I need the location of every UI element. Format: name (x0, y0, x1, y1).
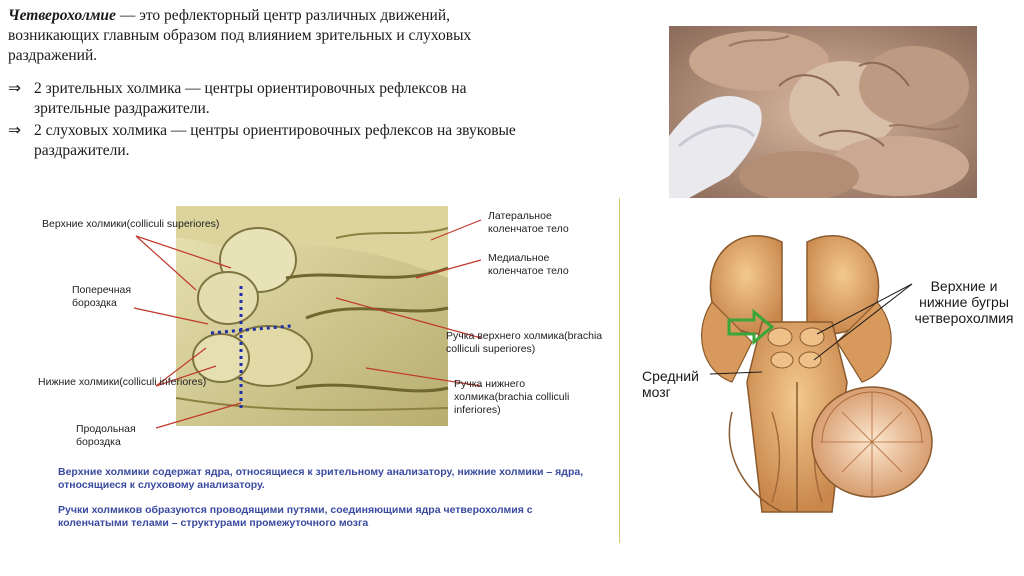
label-lateral-geniculate: Латеральное коленчатое тело (488, 210, 569, 235)
brain-specimen-photo (669, 26, 977, 198)
intro-text: — это рефлекторный центр различных движений, возникающих главным образом под влиянием зрительных и слуховых раздражений. (8, 7, 472, 64)
bullet-item (8, 79, 528, 119)
label-lower-colliculi: Нижние холмики(colliculi inferiores) (38, 376, 207, 388)
intro-term: Четверохолмие (8, 7, 116, 24)
label-upper-colliculi: Верхние холмики(colliculi superiores) (42, 218, 220, 230)
intro-paragraph (8, 6, 528, 66)
implication-arrow-icon: ⇒ (8, 80, 21, 97)
label-transverse-groove: Поперечная бороздка (72, 284, 132, 309)
label-medial-geniculate: Медиальное коленчатое тело (488, 252, 569, 277)
note-brachia: Ручки холмиков образуются проводящими путями, соединяющими ядра четверохолмия с коленчатыми телами – структурами промежуточного мозга (58, 504, 533, 529)
label-colliculi-tubercles: Верхние и нижние бугры четверохолмия (914, 278, 1014, 326)
bullet-item (8, 121, 528, 161)
implication-arrow-icon: ⇒ (8, 122, 21, 139)
label-longitudinal-groove: Продольная бороздка (76, 423, 136, 448)
brainstem-diagram (632, 212, 1020, 538)
note-colliculi-nuclei: Верхние холмики содержат ядра, относящиеся к зрительному анализатору, нижние холмики – ядра, относящиеся к слуховому анализатору. (58, 466, 584, 491)
label-upper-brachium: Ручка верхнего холмика(brachia colliculi superiores) (446, 330, 603, 355)
colliculi-diagram (36, 198, 620, 543)
bullet-text: 2 слуховых холмика — центры ориентировочных рефлексов на звуковые раздражители. (34, 122, 516, 159)
bullet-text: 2 зрительных холмика — центры ориентировочных рефлексов на зрительные раздражители. (34, 80, 467, 117)
label-lower-brachium: Ручка нижнего холмика(brachia colliculi inferiores) (454, 378, 570, 416)
bullet-list (8, 79, 528, 163)
label-midbrain: Средний мозг (642, 368, 699, 400)
